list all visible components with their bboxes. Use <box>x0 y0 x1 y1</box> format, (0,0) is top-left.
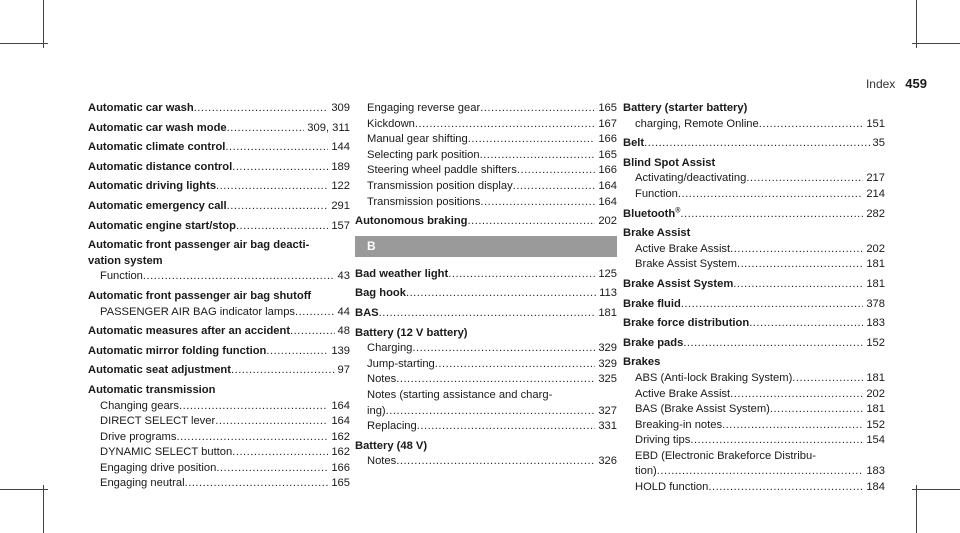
index-subentry[interactable]: Function ..... 43 <box>88 269 350 285</box>
index-subentry-line: Notes (starting assistance and charg- <box>367 388 553 401</box>
index-heading: Blind Spot Assist <box>623 156 716 169</box>
index-subentry[interactable]: Steering wheel paddle shifters ..... 166 <box>355 163 617 179</box>
index-heading: Battery (12 V battery) <box>355 326 468 339</box>
registered-mark: ® <box>675 206 681 214</box>
index-subentry[interactable]: Brake Assist System ..... 181 <box>623 257 885 273</box>
index-heading: vation system <box>88 254 163 267</box>
index-subentry[interactable]: Transmission position display ..... 164 <box>355 179 617 195</box>
index-heading: Brakes <box>623 356 661 369</box>
index-entry[interactable]: Automatic car wash ..... 309 <box>88 101 350 117</box>
index-subentry[interactable]: DYNAMIC SELECT button ..... 162 <box>88 445 350 461</box>
index-entry[interactable]: Automatic mirror folding function ..... 139 <box>88 344 350 360</box>
crop-mark <box>43 0 44 48</box>
index-entry[interactable]: Automatic distance control ..... 189 <box>88 160 350 176</box>
page-header <box>866 76 927 91</box>
index-subentry[interactable]: tion) ..... 183 <box>623 464 885 480</box>
crop-mark <box>916 485 917 533</box>
index-subentry[interactable]: Changing gears ..... 164 <box>88 399 350 415</box>
index-subentry[interactable]: Manual gear shifting ..... 166 <box>355 132 617 148</box>
crop-mark <box>0 489 48 490</box>
index-entry[interactable]: Brake fluid ..... 378 <box>623 297 885 313</box>
index-heading: Battery (starter battery) <box>623 102 748 114</box>
crop-mark <box>912 43 960 44</box>
index-subentry[interactable]: ABS (Anti-lock Braking System) ..... 181 <box>623 371 885 387</box>
index-entry[interactable]: Brake pads ..... 152 <box>623 336 885 352</box>
index-entry[interactable]: Bad weather light ..... 125 <box>355 267 617 283</box>
index-column-3 <box>623 101 885 496</box>
index-subentry[interactable]: PASSENGER AIR BAG indicator lamps ..... 44 <box>88 305 350 321</box>
index-entry[interactable]: Brake Assist System ..... 181 <box>623 277 885 293</box>
index-subentry[interactable]: Engaging drive position ..... 166 <box>88 461 350 477</box>
index-subentry-line: EBD (Electronic Brakeforce Distribu- <box>635 449 816 462</box>
crop-mark <box>912 489 960 490</box>
index-entry[interactable]: Automatic climate control ..... 144 <box>88 140 350 156</box>
crop-mark <box>43 485 44 533</box>
index-heading: Brake Assist <box>623 227 691 240</box>
index-subentry[interactable]: Kickdown ..... 167 <box>355 117 617 133</box>
index-subentry[interactable]: Engaging reverse gear ..... 165 <box>355 101 617 117</box>
index-subentry[interactable]: Notes ..... 326 <box>355 454 617 470</box>
index-subentry[interactable]: DIRECT SELECT lever ..... 164 <box>88 414 350 430</box>
index-subentry[interactable]: charging, Remote Online ..... 151 <box>623 117 885 133</box>
index-entry[interactable]: Automatic emergency call ..... 291 <box>88 199 350 215</box>
index-entry[interactable]: Automatic seat adjustment ..... 97 <box>88 363 350 379</box>
index-entry[interactable]: BAS ..... 181 <box>355 306 617 322</box>
page-title: Index <box>865 77 896 91</box>
index-entry[interactable]: Bag hook ..... 113 <box>355 286 617 302</box>
index-subentry[interactable]: Function ..... 214 <box>623 187 885 203</box>
index-subentry[interactable]: Engaging neutral ..... 165 <box>88 476 350 492</box>
index-subentry[interactable]: Driving tips ..... 154 <box>623 433 885 449</box>
index-subentry[interactable]: Replacing ..... 331 <box>355 419 617 435</box>
index-entry[interactable]: Autonomous braking ..... 202 <box>355 214 617 230</box>
section-letter-b: B <box>355 236 617 257</box>
index-entry[interactable]: Automatic driving lights ..... 122 <box>88 179 350 195</box>
index-heading: Automatic front passenger air bag shutoff <box>88 289 312 302</box>
index-heading: Automatic transmission <box>88 383 216 396</box>
bluetooth-label: Bluetooth <box>623 207 676 220</box>
index-subentry[interactable]: Active Brake Assist ..... 202 <box>623 242 885 258</box>
page-number: 459 <box>905 76 927 91</box>
index-entry[interactable]: Brake force distribution ..... 183 <box>623 316 885 332</box>
index-subentry[interactable]: Jump-starting ..... 329 <box>355 357 617 373</box>
index-subentry[interactable]: BAS (Brake Assist System) ..... 181 <box>623 402 885 418</box>
index-subentry[interactable]: Active Brake Assist ..... 202 <box>623 387 885 403</box>
index-column-1 <box>88 101 350 492</box>
index-subentry[interactable]: Transmission positions ..... 164 <box>355 195 617 211</box>
index-heading: Battery (48 V) <box>355 439 428 452</box>
index-subentry[interactable]: Breaking-in notes ..... 152 <box>623 418 885 434</box>
crop-mark <box>916 0 917 48</box>
index-column-2 <box>355 101 617 470</box>
index-subentry[interactable]: Charging ..... 329 <box>355 341 617 357</box>
index-subentry[interactable]: HOLD function ..... 184 <box>623 480 885 496</box>
index-entry[interactable]: Automatic engine start/stop ..... 157 <box>88 219 350 235</box>
index-subentry[interactable]: Activating/deactivating ..... 217 <box>623 171 885 187</box>
index-subentry[interactable]: Selecting park position ..... 165 <box>355 148 617 164</box>
crop-mark <box>0 43 48 44</box>
index-entry[interactable]: Automatic car wash mode ..... 309, 311 <box>88 121 350 137</box>
index-heading: Automatic front passenger air bag deacti- <box>88 239 310 252</box>
index-subentry[interactable]: Notes ..... 325 <box>355 372 617 388</box>
index-subentry[interactable]: ing) ..... 327 <box>355 404 617 420</box>
index-subentry[interactable]: Drive programs ..... 162 <box>88 430 350 446</box>
index-entry[interactable]: Bluetooth® ..... 282 <box>623 207 885 223</box>
index-entry[interactable]: Automatic measures after an accident ..... 48 <box>88 324 350 340</box>
index-entry[interactable]: Belt ..... 35 <box>623 136 885 152</box>
